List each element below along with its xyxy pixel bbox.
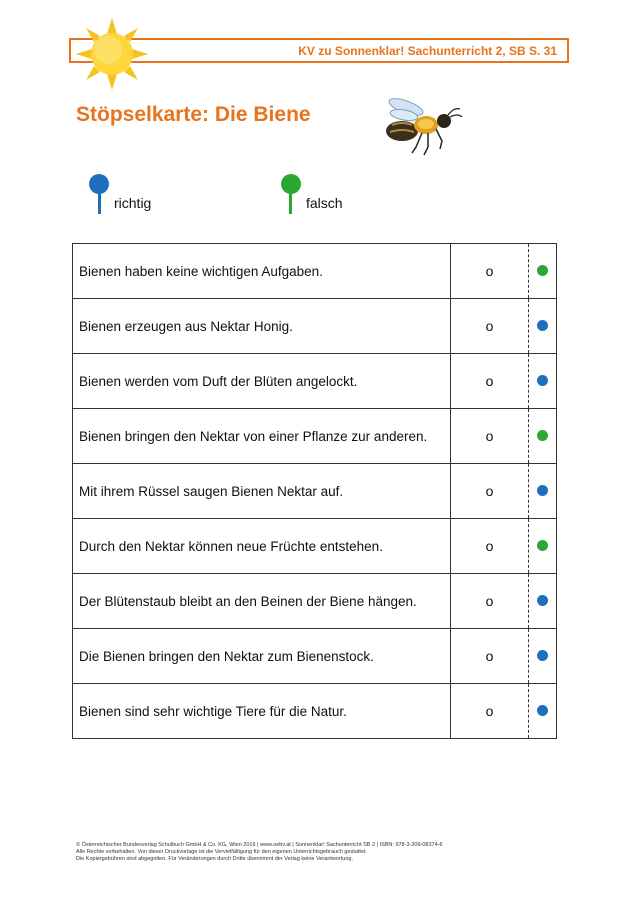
table-row [73,409,557,464]
blue-dot-icon [537,320,548,331]
solution-dot-cell [529,519,557,574]
statement-text: Mit ihrem Rüssel saugen Bienen Nektar auf. [73,464,451,519]
blue-dot-icon [537,485,548,496]
footer-line: Alle Rechte vorbehalten. Von dieser Druckvorlage ist die Vervielfältigung für den eigenen Unterrichtsgebrauch gestattet. [76,849,368,855]
solution-dot-cell [529,574,557,629]
statement-text: Der Blütenstaub bleibt an den Beinen der Biene hängen. [73,574,451,629]
answer-hole[interactable]: o [451,574,529,629]
statement-text: Bienen bringen den Nektar von einer Pflanze zur anderen. [73,409,451,464]
solution-dot-cell [529,244,557,299]
table-row [73,519,557,574]
answer-hole[interactable]: o [451,519,529,574]
table-row [73,684,557,739]
answer-hole[interactable]: o [451,244,529,299]
blue-dot-icon [537,375,548,386]
table-row [73,464,557,519]
statement-text: Die Bienen bringen den Nektar zum Bienenstock. [73,629,451,684]
statement-text: Bienen haben keine wichtigen Aufgaben. [73,244,451,299]
answer-hole[interactable]: o [451,629,529,684]
blue-dot-icon [537,595,548,606]
answer-hole[interactable]: o [451,299,529,354]
statement-text: Bienen sind sehr wichtige Tiere für die Natur. [73,684,451,739]
table-row [73,354,557,409]
page-title: Stöpselkarte: Die Biene [76,103,311,126]
statement-text: Bienen werden vom Duft der Blüten angelockt. [73,354,451,409]
header-label: KV zu Sonnenklar! Sachunterricht 2, SB S. 31 [298,44,557,58]
sun-icon [74,16,150,92]
legend-richtig-label: richtig [114,195,152,211]
footer [76,842,576,863]
table-row [73,299,557,354]
table-row [73,574,557,629]
solution-dot-cell [529,354,557,409]
green-dot-icon [537,265,548,276]
bee-icon [382,97,464,163]
statement-text: Durch den Nektar können neue Früchte entstehen. [73,519,451,574]
statement-text: Bienen erzeugen aus Nektar Honig. [73,299,451,354]
footer-line: © Österreichischer Bundesverlag Schulbuch GmbH & Co. KG, Wien 2016 | www.oebv.at | Sonnenklar! Sachunterricht SB 2 | ISBN: 978-3-209-08374-6 [76,842,443,848]
green-dot-icon [537,540,548,551]
table-row [73,244,557,299]
solution-dot-cell [529,629,557,684]
footer-line: Die Kopiergebühren sind abgegolten. Für Veränderungen durch Dritte übernimmt der Verlag keine Verantwortung. [76,856,354,862]
green-dot-icon [537,430,548,441]
solution-dot-cell [529,409,557,464]
legend-falsch-label: falsch [306,195,343,211]
green-pin-icon [280,172,302,216]
blue-dot-icon [537,705,548,716]
table-row [73,629,557,684]
solution-dot-cell [529,684,557,739]
blue-dot-icon [537,650,548,661]
solution-dot-cell [529,464,557,519]
solution-dot-cell [529,299,557,354]
answer-hole[interactable]: o [451,464,529,519]
answer-hole[interactable]: o [451,409,529,464]
blue-pin-icon [88,172,110,216]
answer-hole[interactable]: o [451,354,529,409]
answer-hole[interactable]: o [451,684,529,739]
quiz-table [72,243,557,739]
